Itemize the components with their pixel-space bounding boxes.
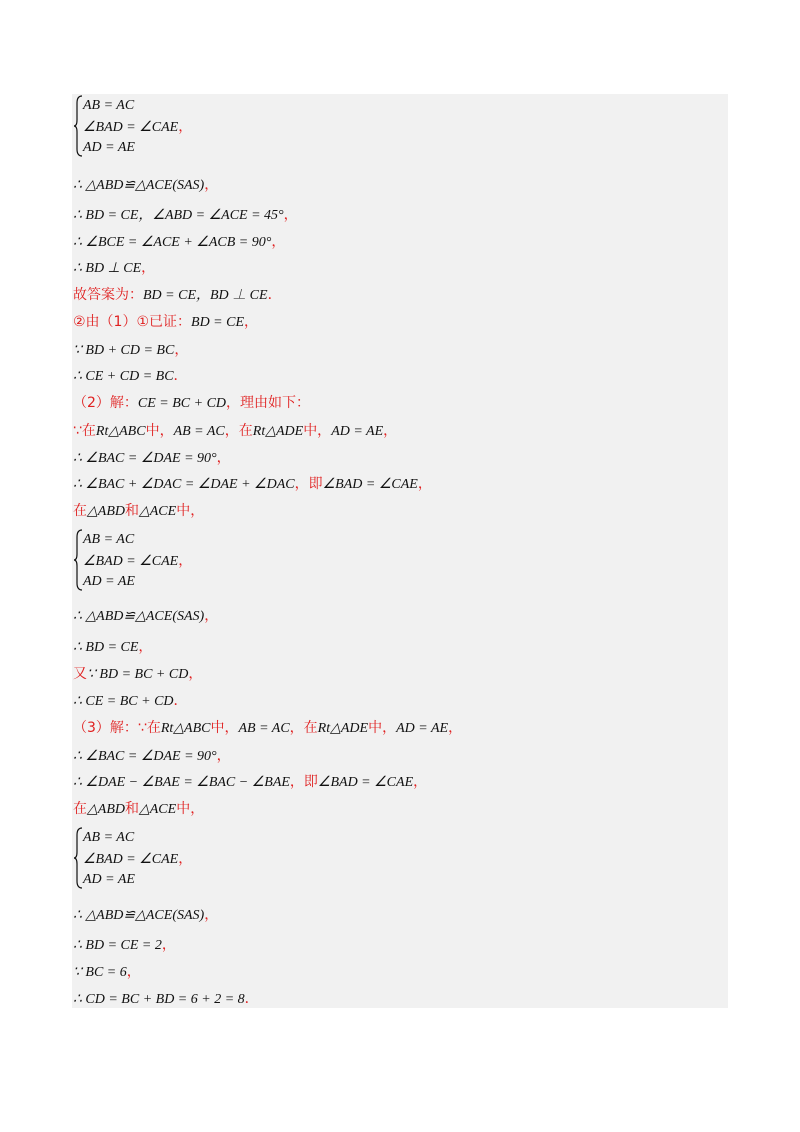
proof-line: ∵ BD + CD = BC，: [73, 342, 189, 358]
proof-line: （2）解：CE = BC + CD，理由如下：: [73, 395, 311, 411]
proof-line: ∴ CE = BC + CD．: [73, 693, 188, 709]
proof-line: ∴ △ABD≌△ACE(SAS)，: [73, 177, 219, 193]
proof-line: ∴ △ABD≌△ACE(SAS)，: [73, 608, 219, 624]
proof-line: 在△ABD和△ACE中，: [73, 801, 205, 817]
proof-line: ∴ BD = CE = 2，: [73, 937, 176, 953]
brace-icon: [73, 95, 83, 157]
proof-line: ∴ ∠BAC = ∠DAE = 90°，: [73, 450, 231, 466]
proof-line: ∴ ∠DAE − ∠BAE = ∠BAC − ∠BAE，即∠BAD = ∠CAE，: [73, 774, 428, 790]
proof-line: ∴ BD = CE，∠ABD = ∠ACE = 45°，: [73, 207, 298, 223]
system-row: AD = AE: [83, 872, 135, 887]
proof-line: ∴ ∠BAC + ∠DAC = ∠DAE + ∠DAC，即∠BAD = ∠CAE，: [73, 476, 432, 492]
proof-line: ②由（1）①已证：BD = CE，: [73, 314, 259, 330]
system-row: ∠BAD = ∠CAE，: [83, 851, 193, 867]
proof-line: （3）解：∵在Rt△ABC中，AB = AC，在Rt△ADE中，AD = AE，: [73, 720, 463, 736]
system-row: AB = AC: [83, 830, 135, 845]
proof-line: ∵ BC = 6，: [73, 964, 141, 980]
system-row: AB = AC: [83, 532, 135, 547]
brace-icon: [73, 529, 83, 591]
proof-line: ∴ CD = BC + BD = 6 + 2 = 8．: [73, 991, 259, 1007]
brace-icon: [73, 827, 83, 889]
proof-line: 在△ABD和△ACE中，: [73, 503, 205, 519]
system-row: ∠BAD = ∠CAE，: [83, 553, 193, 569]
proof-line: ∴ △ABD≌△ACE(SAS)，: [73, 907, 219, 923]
system-row: AD = AE: [83, 574, 135, 589]
proof-line: ∴ BD ⊥ CE，: [73, 260, 156, 276]
proof-line: ∴ ∠BCE = ∠ACE + ∠ACB = 90°，: [73, 234, 286, 250]
proof-line: ∴ BD = CE，: [73, 639, 153, 655]
system-row: AB = AC: [83, 98, 135, 113]
proof-line: ∵在Rt△ABC中，AB = AC，在Rt△ADE中，AD = AE，: [73, 423, 398, 439]
proof-line: 又∵ BD = BC + CD，: [73, 666, 203, 682]
system-row: ∠BAD = ∠CAE，: [83, 119, 193, 135]
system-row: AD = AE: [83, 140, 135, 155]
proof-line: 故答案为：BD = CE，BD ⊥ CE．: [73, 287, 282, 303]
proof-line: ∴ ∠BAC = ∠DAE = 90°，: [73, 748, 231, 764]
proof-line: ∴ CE + CD = BC．: [73, 368, 188, 384]
